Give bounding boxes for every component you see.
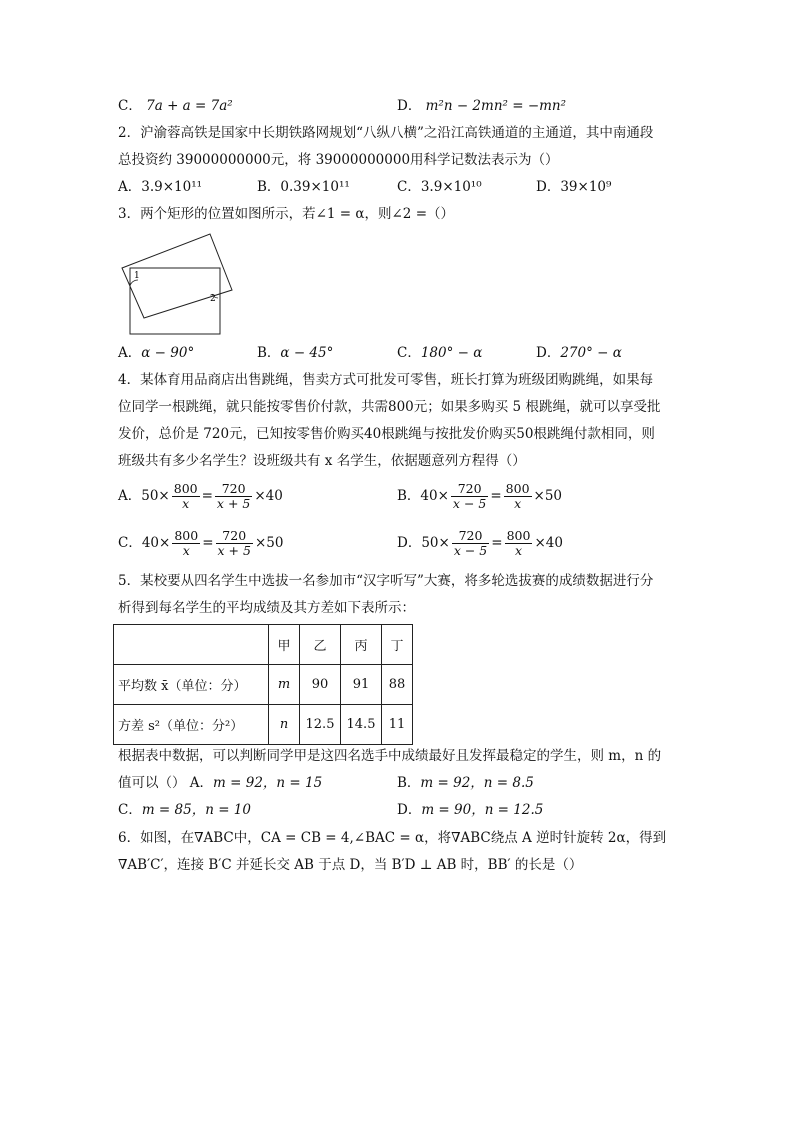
q5-after-line2: 值可以（） A．m = 92，n = 15 <box>118 775 323 791</box>
q5-stem-line1: 5．某校要从四名学生中选拔一名参加市“汉字听写”大赛，将多轮选拔赛的成绩数据进行分 <box>118 573 654 589</box>
row-label: 平均数 x̄（单位：分） <box>114 665 269 705</box>
table-header-cell: 丁 <box>382 625 413 665</box>
q4-option-d: D．50× $\frac{720}{x - 5}$ = $\frac{800}{x}$ ×40 <box>397 528 563 558</box>
table-cell: n <box>269 705 300 745</box>
table-cell: 88 <box>382 665 413 705</box>
table-cell: 91 <box>341 665 382 705</box>
table-header-cell <box>114 625 269 665</box>
q4-option-c: C．40× $\frac{800}{x}$ = $\frac{720}{x + 5}$ ×50 <box>118 528 284 558</box>
bottom-rectangle <box>130 268 220 334</box>
q3-option-a: A．α − 90° <box>118 345 195 361</box>
q4-option-b: B．40× $\frac{720}{x - 5}$ = $\frac{800}{x}$ ×50 <box>397 481 563 511</box>
q3-option-c: C．180° − α <box>397 345 483 361</box>
table-cell: 12.5 <box>300 705 341 745</box>
q2-option-c: C．3.9×10¹⁰ <box>397 179 482 195</box>
q4-stem-line4: 班级共有多少名学生？设班级共有 x 名学生，依据题意列方程得（） <box>118 453 526 469</box>
option-text: 7a + a = 7a² <box>146 98 233 114</box>
angle2-label: 2 <box>210 294 216 304</box>
table-row <box>114 705 413 745</box>
q6-stem-line2: ∇AB′C′，连接 B′C 并延长交 AB 于点 D，当 B′D ⊥ AB 时，BB′ 的长是（） <box>118 857 583 873</box>
q4-stem-line1: 4．某体育用品商店出售跳绳，售卖方式可批发可零售，班长打算为班级团购跳绳，如果每 <box>118 372 654 388</box>
table-row <box>114 665 413 705</box>
table-header-cell: 丙 <box>341 625 382 665</box>
option-label: C． <box>118 98 142 114</box>
q2-stem-line1: 2．沪渝蓉高铁是国家中长期铁路网规划“八纵八横”之沿江高铁通道的主通道，其中南通段 <box>118 125 654 141</box>
q2-stem-line2: 总投资约 39000000000元，将 39000000000用科学记数法表示为（） <box>118 152 559 168</box>
q6-stem-line1: 6．如图，在∇ABC中，CA = CB = 4,∠BAC = α，将∇ABC绕点 A 逆时针旋转 2α，得到 <box>118 830 667 846</box>
angle1-label: 1 <box>134 271 140 281</box>
q2-option-a: A．3.9×10¹¹ <box>118 179 203 195</box>
table-cell: m <box>269 665 300 705</box>
table-header-cell: 乙 <box>300 625 341 665</box>
q1-option-c <box>118 96 233 116</box>
q5-after-line1: 根据表中数据，可以判断同学甲是这四名选手中成绩最好且发挥最稳定的学生，则 m，n 的 <box>118 748 662 764</box>
q3-rectangles-figure <box>112 228 242 340</box>
q3-stem: 3．两个矩形的位置如图所示，若∠1 = α，则∠2 =（） <box>118 206 455 222</box>
q5-option-b: B．m = 92，n = 8.5 <box>397 775 534 791</box>
q3-option-d: D．270° − α <box>536 345 622 361</box>
q5-stem-line2: 析得到每名学生的平均成绩及其方差如下表所示： <box>118 600 415 616</box>
q1-option-d <box>397 96 566 116</box>
score-table <box>113 624 413 745</box>
option-label: D． <box>397 98 422 114</box>
table-header-cell: 甲 <box>269 625 300 665</box>
q5-option-d: D．m = 90，n = 12.5 <box>397 802 544 818</box>
row-label: 方差 s²（单位：分²） <box>114 705 269 745</box>
q4-stem-line2: 位同学一根跳绳，就只能按零售价付款，共需800元；如果多购买 5 根跳绳，就可以享受批 <box>118 399 661 415</box>
q2-option-d: D．39×10⁹ <box>536 179 612 195</box>
q5-option-c: C．m = 85，n = 10 <box>118 802 251 818</box>
table-header-row <box>114 625 413 665</box>
q2-option-b: B．0.39×10¹¹ <box>257 179 350 195</box>
table-cell: 14.5 <box>341 705 382 745</box>
q3-option-b: B．α − 45° <box>257 345 334 361</box>
option-text: m²n − 2mn² = −mn² <box>425 98 567 114</box>
table-cell: 90 <box>300 665 341 705</box>
q4-stem-line3: 发价，总价是 720元，已知按零售价购买40根跳绳与按批发价购买50根跳绳付款相同，则 <box>118 426 655 442</box>
q4-option-a: A．50× $\frac{800}{x}$ = $\frac{720}{x + 5}$ ×40 <box>118 481 283 511</box>
table-cell: 11 <box>382 705 413 745</box>
